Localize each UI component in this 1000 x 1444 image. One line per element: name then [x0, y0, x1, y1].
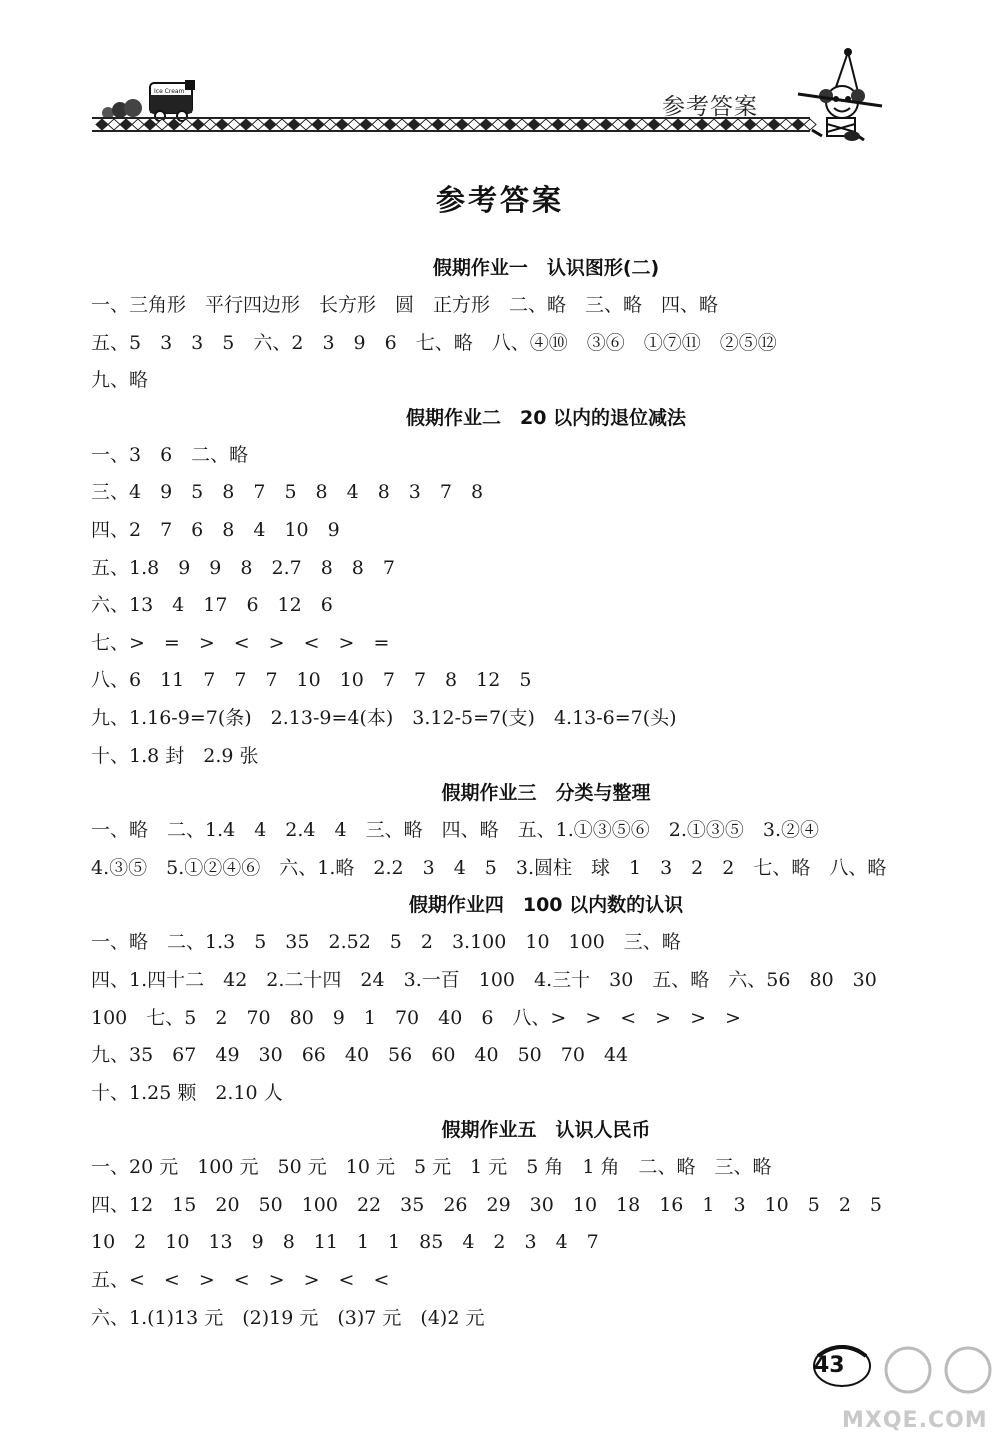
answer-line: 九、略: [91, 369, 149, 392]
section: [91, 250, 931, 400]
header-banner: [0, 40, 1000, 150]
answer-line: 三、4 9 5 8 7 5 8 4 8 3 7 8: [91, 481, 484, 504]
truck-sign: Ice Cream: [154, 88, 185, 95]
answer-line: 五、< < > < > > < <: [91, 1269, 390, 1292]
answer-line: 九、1.16-9=7(条) 2.13-9=4(本) 3.12-5=7(支) 4.13-6=7(头): [91, 706, 677, 729]
answer-line: 八、6 11 7 7 7 10 10 7 7 8 12 5: [91, 669, 532, 692]
answer-line: 一、略 二、1.3 5 35 2.52 5 2 3.100 10 100 三、略: [91, 931, 681, 954]
answer-line: 五、1.8 9 9 8 2.7 8 8 7: [91, 556, 395, 579]
ice-cream-truck-illustration: [102, 80, 195, 121]
answer-line: 十、1.25 颗 2.10 人: [91, 1081, 283, 1104]
answer-line: 六、13 4 17 6 12 6: [91, 594, 333, 617]
section: [91, 887, 931, 1112]
section-title: 假期作业二 20 以内的退位减法: [405, 406, 687, 429]
section-title: 假期作业三 分类与整理: [441, 782, 651, 805]
section-title: 假期作业四 100 以内数的认识: [408, 894, 684, 917]
page-number: 43: [814, 1353, 845, 1378]
answer-content: [91, 250, 931, 1337]
header-title: 参考答案: [662, 94, 758, 120]
answer-line: 10 2 10 13 9 8 11 1 1 85 4 2 3 4 7: [91, 1231, 599, 1254]
answer-line: 九、35 67 49 30 66 40 56 60 40 50 70 44: [91, 1044, 629, 1067]
section: [91, 400, 931, 775]
answer-line: 一、略 二、1.4 4 2.4 4 三、略 四、略 五、1.①③⑤⑥ 2.①③⑤ 3.②④: [91, 819, 819, 842]
answer-line: 四、12 15 20 50 100 22 35 26 29 30 10 18 16 1 3 10 5 2 5: [91, 1193, 883, 1216]
section-title: 假期作业五 认识人民币: [441, 1119, 651, 1142]
answer-line: 六、1.(1)13 元 (2)19 元 (3)7 元 (4)2 元: [91, 1306, 485, 1329]
answer-line: 四、2 7 6 8 4 10 9: [91, 518, 340, 541]
answer-line: 四、1.四十二 42 2.二十四 24 3.一百 100 4.三十 30 五、略 六、56 80 30: [91, 968, 877, 991]
answer-line: 一、20 元 100 元 50 元 10 元 5 元 1 元 5 角 1 角 二、略 三、略: [91, 1156, 772, 1179]
section: [91, 1112, 931, 1337]
answer-line: 100 七、5 2 70 80 9 1 70 40 6 八、> > < > > >: [91, 1006, 741, 1029]
answer-line: 十、1.8 封 2.9 张: [91, 744, 259, 767]
answer-line: 一、3 6 二、略: [91, 443, 249, 466]
watermark: MXQE.COM: [842, 1408, 988, 1433]
answer-line: 五、5 3 3 5 六、2 3 9 6 七、略 八、④⑩ ③⑥ ①⑦⑪ ②⑤⑫: [91, 331, 777, 354]
answer-line: 一、三角形 平行四边形 长方形 圆 正方形 二、略 三、略 四、略: [91, 294, 719, 316]
section-title: 假期作业一 认识图形(二): [432, 257, 660, 279]
answer-line: 4.③⑤ 5.①②④⑥ 六、1.略 2.2 3 4 5 3.圆柱 球 1 3 2 2 七、略 八、略: [91, 856, 887, 879]
answer-line: 七、> = > < > < > =: [91, 631, 390, 654]
section: [91, 775, 931, 887]
page-title: 参考答案: [435, 183, 564, 217]
